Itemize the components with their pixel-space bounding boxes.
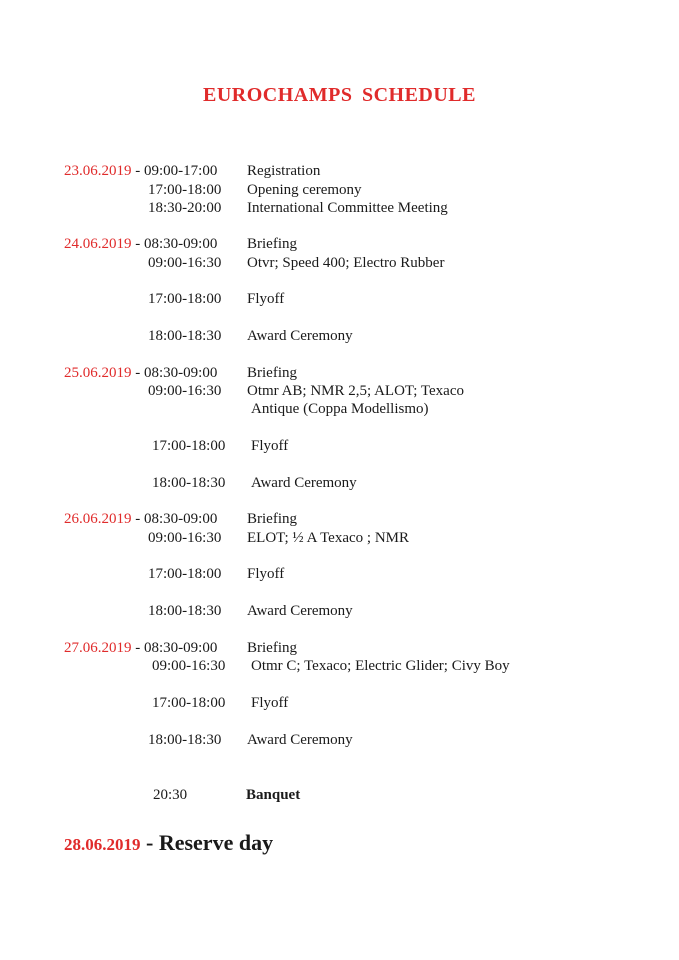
entry-event: Briefing (247, 236, 297, 252)
entry-time: 09:00-16:30 (148, 530, 222, 546)
day-date: 26.06.2019 (64, 511, 132, 527)
entry-time: 18:00-18:30 (152, 475, 226, 491)
entry-event: Award Ceremony (247, 328, 353, 344)
schedule-row-day-1 (64, 162, 217, 180)
schedule-row-day-4 (64, 510, 217, 528)
day-date: 27.06.2019 (64, 640, 132, 656)
entry-time: 09:00-16:30 (152, 658, 226, 674)
entry-event: Otmr AB; NMR 2,5; ALOT; Texaco (247, 383, 465, 399)
entry-time: 18:30-20:00 (148, 200, 222, 216)
date-separator: - (131, 365, 144, 381)
entry-event: Flyoff (251, 695, 289, 711)
banquet-time: 20:30 (153, 787, 188, 803)
entry-event: Flyoff (251, 438, 289, 454)
entry-event: International Committee Meeting (247, 200, 448, 216)
reserve-date: 28.06.2019 (64, 835, 141, 854)
entry-time: 09:00-17:00 (144, 163, 218, 179)
entry-time: 08:30-09:00 (144, 236, 218, 252)
entry-time: 17:00-18:00 (152, 695, 226, 711)
page-title: EUROCHAMPS SCHEDULE (203, 84, 476, 106)
reserve-day-line (64, 830, 273, 859)
entry-time: 17:00-18:00 (148, 566, 222, 582)
entry-event: Flyoff (247, 566, 285, 582)
entry-time: 08:30-09:00 (144, 365, 218, 381)
schedule-row-day-3 (64, 364, 217, 382)
entry-time: 18:00-18:30 (148, 732, 222, 748)
entry-event-continuation: Antique (Coppa Modellismo) (251, 401, 429, 417)
date-separator: - (131, 163, 144, 179)
entry-event: Award Ceremony (247, 732, 353, 748)
day-date: 24.06.2019 (64, 236, 132, 252)
entry-event: Registration (247, 163, 321, 179)
entry-event: Flyoff (247, 291, 285, 307)
date-separator: - (131, 640, 144, 656)
day-date: 23.06.2019 (64, 163, 132, 179)
date-separator: - (131, 511, 144, 527)
entry-event: Briefing (247, 511, 297, 527)
entry-time: 17:00-18:00 (148, 182, 222, 198)
entry-event: Briefing (247, 365, 297, 381)
banquet-event: Banquet (246, 787, 301, 803)
entry-time: 17:00-18:00 (148, 291, 222, 307)
entry-time: 17:00-18:00 (152, 438, 226, 454)
reserve-label: Reserve day (158, 830, 274, 855)
date-separator: - (131, 236, 144, 252)
entry-time: 09:00-16:30 (148, 383, 222, 399)
entry-time: 08:30-09:00 (144, 640, 218, 656)
schedule-row-day-5 (64, 639, 217, 657)
entry-event: Otvr; Speed 400; Electro Rubber (247, 255, 445, 271)
entry-event: Award Ceremony (247, 603, 353, 619)
entry-time: 08:30-09:00 (144, 511, 218, 527)
entry-event: Briefing (247, 640, 297, 656)
reserve-separator: - (140, 830, 159, 855)
entry-time: 09:00-16:30 (148, 255, 222, 271)
entry-event: Opening ceremony (247, 182, 362, 198)
schedule-row-day-2 (64, 235, 217, 253)
entry-event: ELOT; ½ A Texaco ; NMR (247, 530, 409, 546)
day-date: 25.06.2019 (64, 365, 132, 381)
entry-time: 18:00-18:30 (148, 328, 222, 344)
entry-event: Award Ceremony (251, 475, 357, 491)
entry-time: 18:00-18:30 (148, 603, 222, 619)
entry-event: Otmr C; Texaco; Electric Glider; Civy Boy (251, 658, 510, 674)
